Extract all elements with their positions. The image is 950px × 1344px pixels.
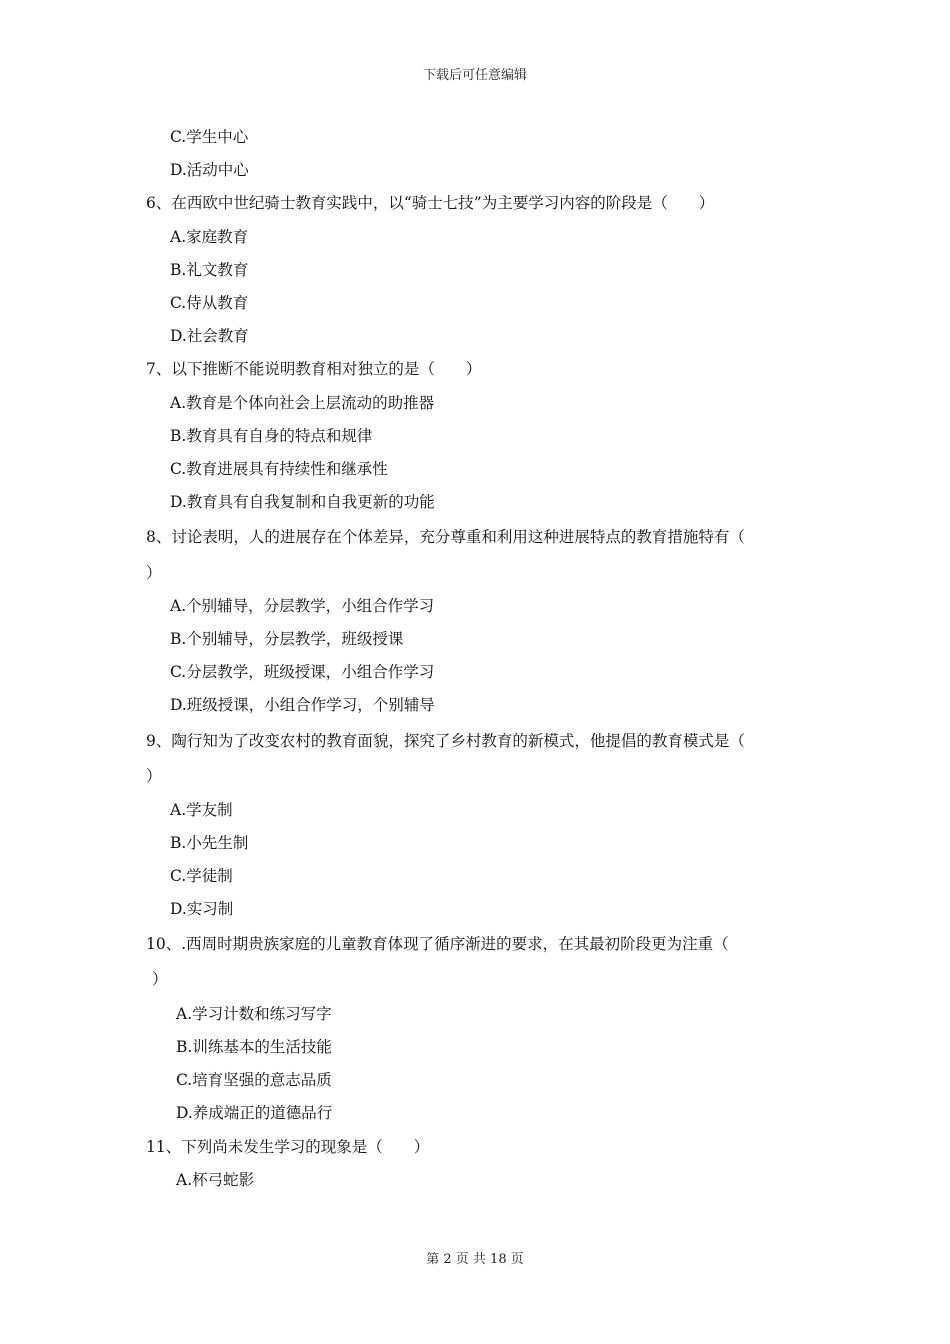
question-8: 8、讨论表明，人的进展存在个体差异，充分尊重和利用这种进展特点的教育措施特有（ <box>146 528 745 546</box>
option-10c: C.培育坚强的意志品质 <box>176 1071 332 1089</box>
question-11: 11、下列尚未发生学习的现象是（ ） <box>146 1138 430 1156</box>
question-10-paren: ） <box>152 970 168 988</box>
question-10: 10、.西周时期贵族家庭的儿童教育体现了循序渐进的要求，在其最初阶段更为注重（ <box>146 935 729 953</box>
option-10a: A.学习计数和练习写字 <box>176 1005 332 1023</box>
option-6b: B.礼文教育 <box>170 261 249 279</box>
question-6: 6、在西欧中世纪骑士教育实践中，以“骑士七技”为主要学习内容的阶段是（ ） <box>146 194 715 212</box>
option-6c: C.侍从教育 <box>170 294 249 312</box>
option-7c: C.教育进展具有持续性和继承性 <box>170 460 388 478</box>
option-7a: A.教育是个体向社会上层流动的助推器 <box>170 394 435 412</box>
option-6d: D.社会教育 <box>170 327 249 345</box>
option-11a: A.杯弓蛇影 <box>176 1171 255 1189</box>
option-10b: B.训练基本的生活技能 <box>176 1038 332 1056</box>
option-9c: C.学徒制 <box>170 867 233 885</box>
option-7b: B.教育具有自身的特点和规律 <box>170 427 373 445</box>
option-9a: A.学友制 <box>170 801 233 819</box>
option-5d: D.活动中心 <box>170 161 249 179</box>
option-8d: D.班级授课，小组合作学习，个别辅导 <box>170 696 435 714</box>
question-7: 7、以下推断不能说明教育相对独立的是（ ） <box>146 360 482 378</box>
option-10d: D.养成端正的道德品行 <box>176 1104 333 1122</box>
page-header: 下载后可任意编辑 <box>422 68 527 83</box>
option-8a: A.个别辅导，分层教学，小组合作学习 <box>170 597 435 615</box>
option-9b: B.小先生制 <box>170 834 249 852</box>
option-5c: C.学生中心 <box>170 128 249 146</box>
question-8-paren: ） <box>146 564 162 582</box>
page-footer: 第 2 页 共 18 页 <box>426 1252 524 1267</box>
option-6a: A.家庭教育 <box>170 228 249 246</box>
option-7d: D.教育具有自我复制和自我更新的功能 <box>170 493 435 511</box>
option-8c: C.分层教学，班级授课，小组合作学习 <box>170 663 435 681</box>
option-8b: B.个别辅导，分层教学，班级授课 <box>170 630 404 648</box>
option-9d: D.实习制 <box>170 900 234 918</box>
question-9-paren: ） <box>146 767 162 785</box>
question-9: 9、陶行知为了改变农村的教育面貌，探究了乡村教育的新模式，他提倡的教育模式是（ <box>146 732 745 750</box>
